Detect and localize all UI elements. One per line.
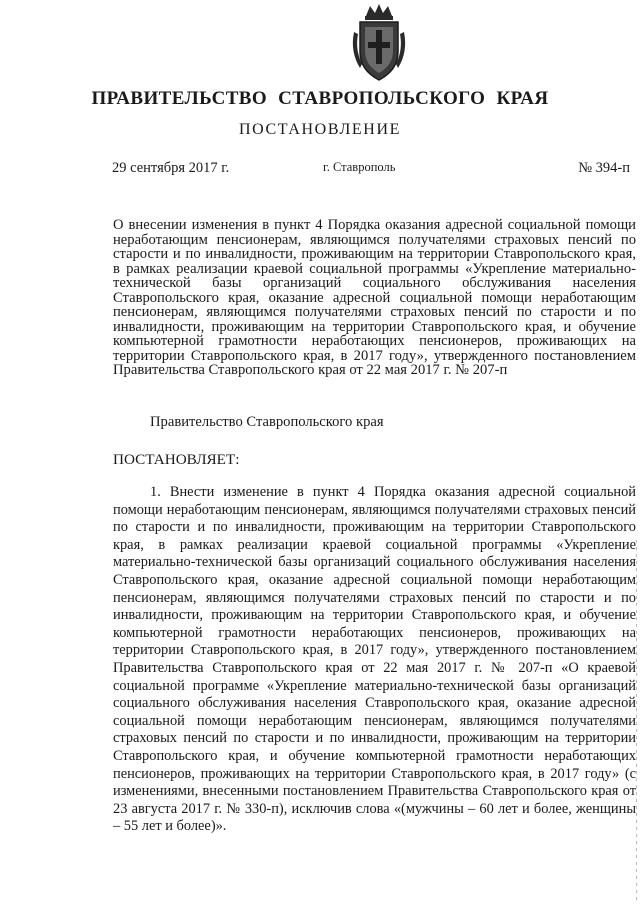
document-subject: О внесении изменения в пункт 4 Порядка оказания адресной социальной помощи неработающим пенсионерам, являющимся получателями страховых пенсий по старости и по инвалидности, проживающим на территории Ставропольского края, в рамках реализации краевой социальной программы «Укрепление материально-технической базы организаций социального обслуживания населения Ставропольского края, оказание адресной социальной помощи неработающим пенсионерам, являющимся получателями страховых пенсий по старости и по инвалидности, проживающим на территории Ставропольского края, и обучение компьютерной грамотности неработающих пенсионеров, проживающих на территории Ставропольского края, в 2017 году», утвержденного постановлением Правительства Ставропольского края от 22 мая 2017 г. № 207-п [113,217,636,378]
document-city: г. Ставрополь [323,160,396,174]
document-type: ПОСТАНОВЛЕНИЕ [239,121,401,138]
resolve-heading: ПОСТАНОВЛЯЕТ: [113,451,240,468]
preamble: Правительство Ставропольского края [150,414,384,430]
document-meta [0,160,640,180]
coat-of-arms-icon [346,2,412,84]
margin-divider [636,540,637,900]
document-number: № 394-п [578,160,630,176]
government-title: ПРАВИТЕЛЬСТВО СТАВРОПОЛЬСКОГО КРАЯ [91,88,549,109]
document-date: 29 сентября 2017 г. [112,160,230,176]
paragraph-1: 1. Внести изменение в пункт 4 Порядка оказания адресной социальной помощи неработающим пенсионерам, являющимся получателями страховых пенсий по старости и по инвалидности, проживающим на территории Ставропольского края, в рамках реализации краевой социальной программы «Укрепление материально-технической базы организаций социального обслуживания населения Ставропольского края, оказание адресной социальной помощи неработающим пенсионерам, являющимся получателями страховых пенсий по старости и по инвалидности, проживающим на территории Ставропольского края, и обучение компьютерной грамотности неработающих пенсионеров, проживающих на территории Ставропольского края, в 2017 году», утвержденного постановлением Правительства Ставропольского края от 22 мая 2017 г. № 207-п «О краевой социальной программе «Укрепление материально-технической базы организаций социального обслуживания населения Ставропольского края, оказание адресной социальной помощи неработающим пенсионерам, являющимся получателями страховых пенсий по старости и по инвалидности, проживающим на территории Ставропольского края, и обучение компьютерной грамотности неработающих пенсионеров, проживающих на территории Ставропольского края, в 2017 году» (с изменениями, внесенными постановлением Правительства Ставропольского края от 23 августа 2017 г. № 330-п), исключив слова «(мужчины – 60 лет и более, женщины – 55 лет и более)». [113,484,636,835]
